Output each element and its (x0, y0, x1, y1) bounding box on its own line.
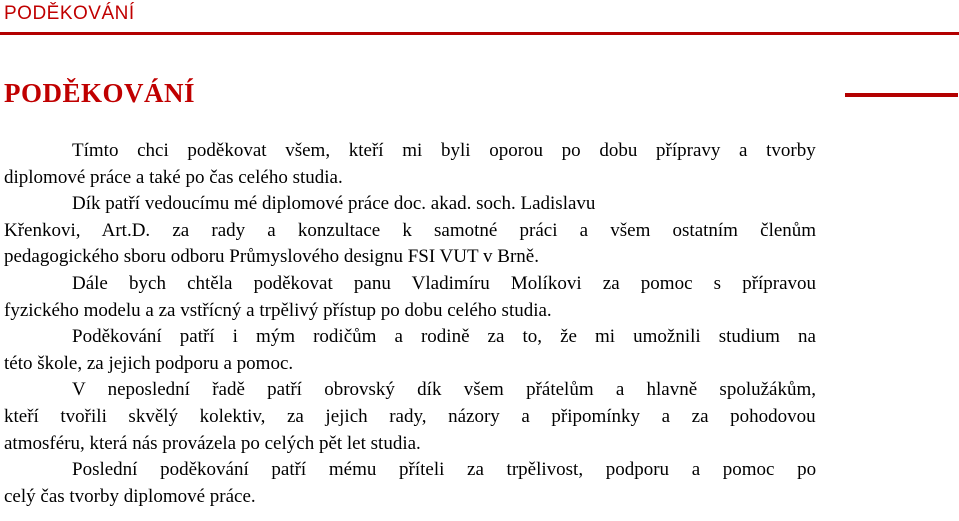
text-line: diplomové práce a také po čas celého studia. (4, 166, 343, 188)
text-line: Křenkovi, Art.D. za rady a konzultace k samotné práci a všem ostatním členům (4, 219, 817, 241)
text-line: pedagogického sboru odboru Průmyslového designu FSI VUT v Brně. (4, 246, 539, 268)
text-line: fyzického modelu a za vstřícný a trpělivý přístup po dobu celého studia. (4, 299, 552, 321)
text-line: Dík patří vedoucímu mé diplomové práce doc. akad. soch. Ladislavu (72, 193, 596, 215)
header-rule (0, 32, 959, 35)
acknowledgement-text (4, 138, 816, 510)
text-line: Poslední poděkování patří mému příteli za trpělivost, podporu a pomoc po (72, 459, 817, 481)
text-line: V neposlední řadě patří obrovský dík všem přátelům a hlavně spolužákům, (72, 379, 816, 401)
text-line: kteří tvořili skvělý kolektiv, za jejich rady, názory a připomínky a za pohodovou (4, 405, 816, 427)
text-line: Poděkování patří i mým rodičům a rodině za to, že mi umožnili studium na (72, 326, 816, 348)
text-line: této škole, za jejich podporu a pomoc. (4, 352, 294, 374)
text-line: Dále bych chtěla poděkovat panu Vladimíru Molíkovi za pomoc s přípravou (72, 272, 817, 294)
title-accent-rule (845, 93, 958, 97)
text-line: Tímto chci poděkovat všem, kteří mi byli oporou po dobu přípravy a tvorby (72, 140, 816, 161)
page-title: PODĚKOVÁNÍ (4, 78, 196, 108)
running-header: PODĚKOVÁNÍ (4, 3, 135, 24)
text-line: celý čas tvorby diplomové práce. (4, 485, 256, 507)
text-line: atmosféru, která nás provázela po celých pět let studia. (4, 432, 421, 454)
